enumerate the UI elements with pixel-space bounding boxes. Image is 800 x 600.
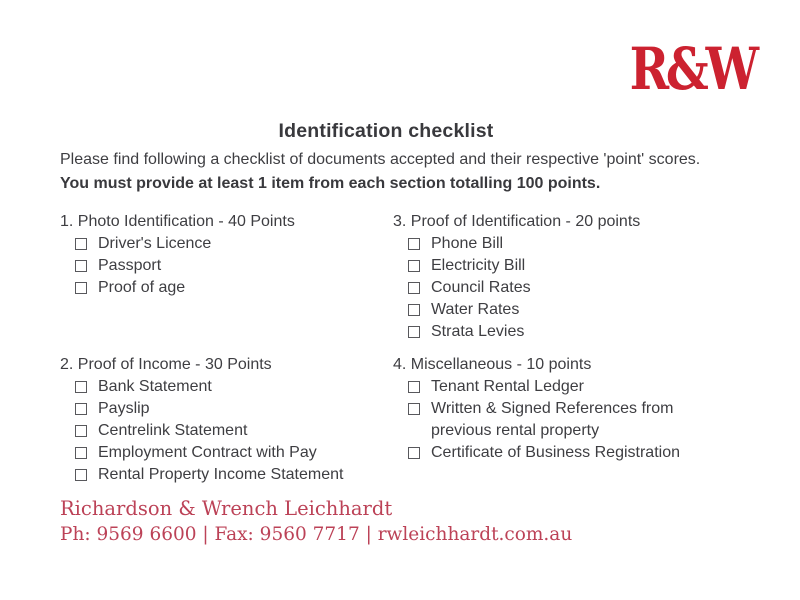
checklist-item-label: Passport — [98, 257, 162, 274]
checkbox-icon[interactable] — [408, 381, 420, 393]
checkbox-icon[interactable] — [408, 326, 420, 338]
rw-logo: R&W — [629, 35, 756, 103]
checklist-item — [60, 442, 393, 464]
section-proof-of-income — [60, 354, 393, 486]
checklist-item-label: Council Rates — [431, 279, 531, 296]
checklist-item-label: Bank Statement — [98, 378, 212, 395]
checklist-item-label: Employment Contract with Pay — [98, 444, 317, 461]
checklist-item — [393, 398, 693, 442]
section-miscellaneous — [393, 354, 693, 486]
checklist-item — [60, 277, 393, 299]
checklist-item — [393, 255, 693, 277]
checkbox-icon[interactable] — [75, 238, 87, 250]
section-heading: 2. Proof of Income - 30 Points — [60, 356, 272, 373]
checklist-item-label: Strata Levies — [431, 323, 525, 340]
page-title: Identification checklist — [278, 120, 494, 142]
checkbox-icon[interactable] — [408, 304, 420, 316]
checkbox-icon[interactable] — [75, 425, 87, 437]
section-heading: 1. Photo Identification - 40 Points — [60, 213, 295, 230]
checkbox-icon[interactable] — [75, 260, 87, 272]
checklist-item-label: Payslip — [98, 400, 150, 417]
checklist-item-label: Proof of age — [98, 279, 186, 296]
checkbox-icon[interactable] — [408, 238, 420, 250]
section-photo-identification — [60, 211, 393, 343]
footer — [60, 495, 572, 548]
checklist-item-label: Written & Signed References from previous rental property — [431, 400, 674, 439]
checkbox-icon[interactable] — [75, 282, 87, 294]
checkbox-icon[interactable] — [408, 447, 420, 459]
checklist-item-label: Driver's Licence — [98, 235, 212, 252]
checklist-item — [60, 255, 393, 277]
checkbox-icon[interactable] — [408, 282, 420, 294]
checkbox-icon[interactable] — [75, 381, 87, 393]
checklist-item — [393, 321, 693, 343]
checklist-item — [393, 442, 693, 464]
checklist-item-label: Tenant Rental Ledger — [431, 378, 584, 395]
intro-line: Please find following a checklist of documents accepted and their respective 'point' scores. — [60, 151, 701, 168]
checkbox-icon[interactable] — [75, 447, 87, 459]
checkbox-icon[interactable] — [408, 403, 420, 415]
section-proof-of-identification — [393, 211, 693, 343]
checklist-item — [393, 233, 693, 255]
footer-company-name: Richardson & Wrench Leichhardt — [60, 497, 393, 520]
checkbox-icon[interactable] — [75, 403, 87, 415]
checklist-sections — [60, 211, 693, 486]
section-heading: 4. Miscellaneous - 10 points — [393, 356, 592, 373]
footer-contact-line: Ph: 9569 6600 | Fax: 9560 7717 | rwleichhardt.com.au — [60, 524, 573, 545]
checklist-item — [393, 299, 693, 321]
checklist-item-label: Phone Bill — [431, 235, 504, 252]
checklist-item-label: Certificate of Business Registration — [431, 444, 680, 461]
checklist-item — [60, 398, 393, 420]
checklist-item-label: Centrelink Statement — [98, 422, 248, 439]
checklist-item — [60, 464, 393, 486]
checklist-item — [60, 376, 393, 398]
checklist-item — [60, 233, 393, 255]
intro-requirement-line: You must provide at least 1 item from each section totalling 100 points. — [60, 174, 601, 192]
checkbox-icon[interactable] — [75, 469, 87, 481]
checklist-item-label: Rental Property Income Statement — [98, 466, 344, 483]
checklist-item-label: Water Rates — [431, 301, 520, 318]
checklist-item — [393, 277, 693, 299]
checkbox-icon[interactable] — [408, 260, 420, 272]
checklist-item — [60, 420, 393, 442]
checklist-item — [393, 376, 693, 398]
intro-paragraph — [60, 148, 760, 195]
section-heading: 3. Proof of Identification - 20 points — [393, 213, 641, 230]
checklist-item-label: Electricity Bill — [431, 257, 526, 274]
